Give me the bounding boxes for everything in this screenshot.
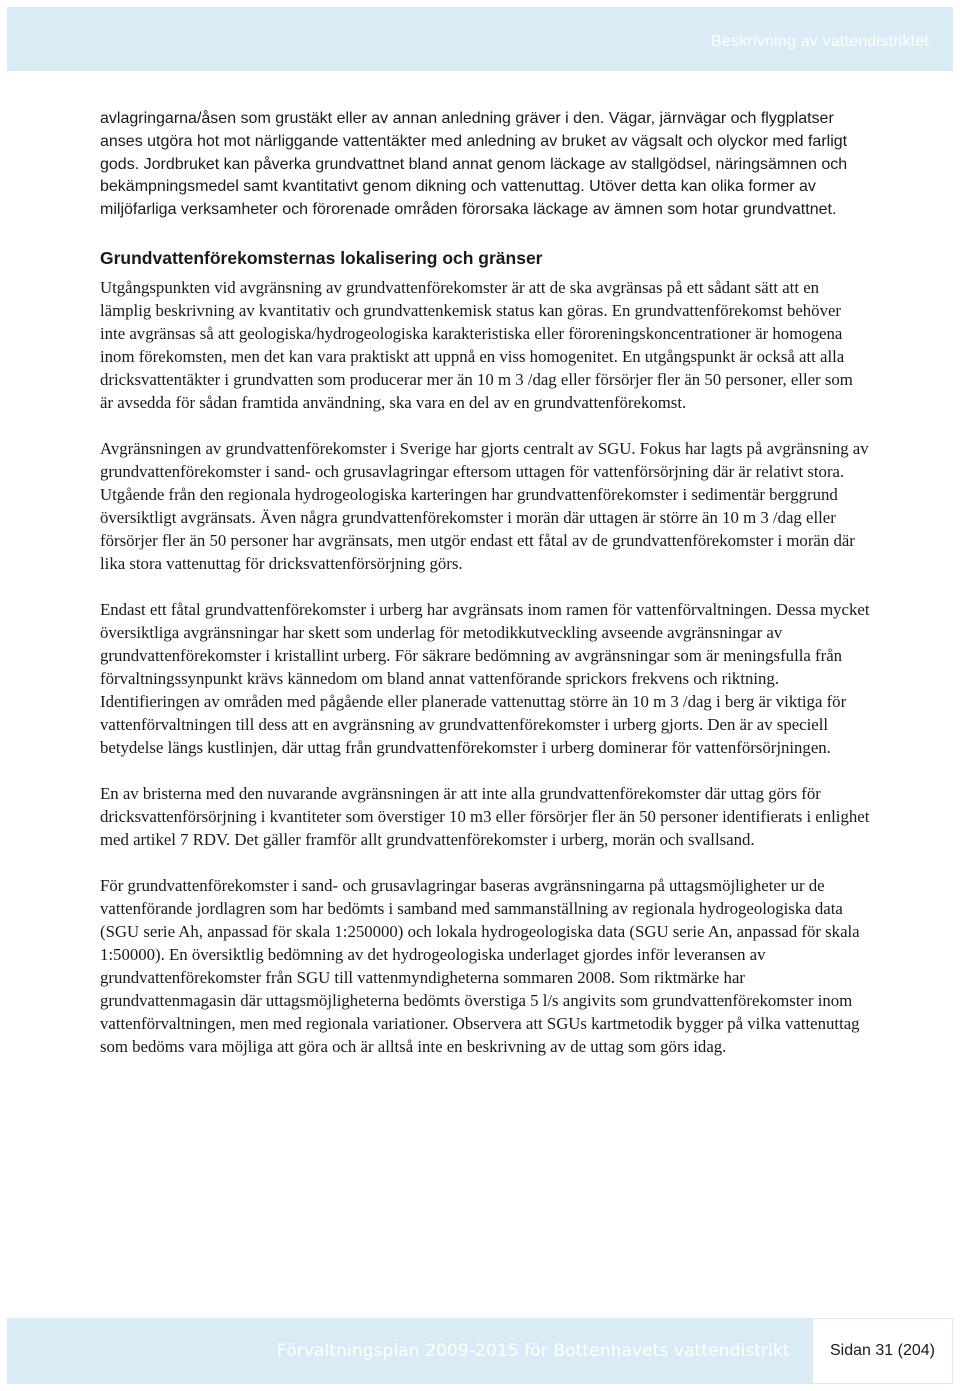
paragraph: Avgränsningen av grundvattenförekomster i Sverige har gjorts centralt av SGU. Fokus har lagts på avgränsning av grundvattenförekomster i sand- och grusavlagringar eftersom uttagen för vattenförsörjning där är relativt stora. Utgående från den regionala hydrogeologiska karteringen har grundvattenförekomster i sedimentär berggrund översiktligt avgränsats. Även några grundvattenförekomster i morän där uttagen är större än 10 m 3 /dag eller försörjer fler än 50 personer har avgränsats, men utgör endast ett fåtal av de grundvattenförekomster i morän där lika stora vattenuttag för dricksvattenförsörjning görs.: [100, 438, 869, 573]
paragraph: Utgångspunkten vid avgränsning av grundvattenförekomster är att de ska avgränsas på ett sådant sätt att en lämplig beskrivning av kvantitativ och grundvattenkemisk status kan göras. En grundvattenförekomst behöver inte avgränsas så att geologiska/hydrogeologiska karakteristiska eller föroreningskoncentrationer är homogena inom förekomsten, men det kan vara praktiskt att uppnå en viss homogenitet. En utgångspunkt är också att alla dricksvattentäkter i grundvatten som producerar mer än 10 m 3 /dag eller försörjer fler än 50 personer, eller som är avsedda för sådan framtida användning, ska vara en del av en grundvattenförekomst.: [100, 277, 853, 412]
paragraph: För grundvattenförekomster i sand- och grusavlagringar baseras avgränsningarna på uttagsmöjligheter ur de vattenförande jordlagren som har bedömts i samband med sammanställning av regionala hydrogeologiska data (SGU serie Ah, anpassad för skala 1:250000) och lokala hydrogeologiska data (SGU serie An, anpassad för skala 1:50000). En översiktlig bedömning av det hydrogeologiska underlaget gjordes inför leveransen av grundvattenförekomster från SGU till vattenmyndigheterna sommaren 2008. Som riktmärke har grundvattenmagasin där uttagsmöjligheterna bedömts överstiga 5 l/s angivits som grundvattenförekomster inom vattenförvaltningen, men med regionala variationer. Observera att SGUs kartmetodik bygger på vilka vattenuttag som bedöms vara möjliga att göra och är alltså inte en beskrivning av de uttag som görs idag.: [100, 875, 860, 1056]
document-body: [100, 108, 870, 1081]
page-header: [7, 7, 953, 71]
page-footer: [7, 1318, 953, 1384]
page-number: Sidan 31 (204): [830, 1342, 935, 1359]
paragraph: En av bristerna med den nuvarande avgränsningen är att inte alla grundvattenförekomster där uttag görs för dricksvattenförsörjning i kvantiteter som överstiger 10 m3 eller försörjer fler än 50 personer identifierats i enlighet med artikel 7 RDV. Det gäller framför allt grundvattenförekomster i urberg, morän och svallsand.: [100, 783, 870, 849]
intro-paragraph: avlagringarna/åsen som grustäkt eller av annan anledning gräver i den. Vägar, järnvägar och flygplatser anses utgöra hot mot närliggande vattentäkter med anledning av bruket av vägsalt och olyckor med farligt gods. Jordbruket kan påverka grundvattnet bland annat genom läckage av stallgödsel, näringsämnen och bekämpningsmedel samt kvantitativt genom dikning och vattenuttag. Utöver detta kan olika former av miljöfarliga verksamheter och förorenade områden förorsaka läckage av ämnen som hotar grundvattnet.: [100, 110, 848, 219]
footer-plan-title: Förvaltningsplan 2009-2015 för Bottenhavets vattendistrikt: [277, 1341, 790, 1361]
paragraph: Endast ett fåtal grundvattenförekomster i urberg har avgränsats inom ramen för vattenförvaltningen. Dessa mycket översiktliga avgränsningar har skett som underlag för metodikkutveckling avseende avgränsningar av grundvattenförekomster i kristallint urberg. För säkrare bedömning av avgränsningar som är meningsfulla från förvaltningssynpunkt krävs kännedom om bland annat vattenförande sprickors frekvens och riktning. Identifieringen av områden med pågående eller planerade vattenuttag större än 10 m 3 /dag i berg är viktiga för vattenförvaltningen till dess att en avgränsning av grundvattenförekomster i urberg gjorts. Den är av speciell betydelse längs kustlinjen, där uttag från grundvattenförekomster i urberg dominerar för vattenförsörjningen.: [100, 599, 870, 757]
page-number-box: [812, 1318, 953, 1384]
section-heading: Grundvattenförekomsternas lokalisering och gränser: [100, 247, 543, 268]
header-title: Beskrivning av vattendistriktet: [711, 33, 929, 50]
